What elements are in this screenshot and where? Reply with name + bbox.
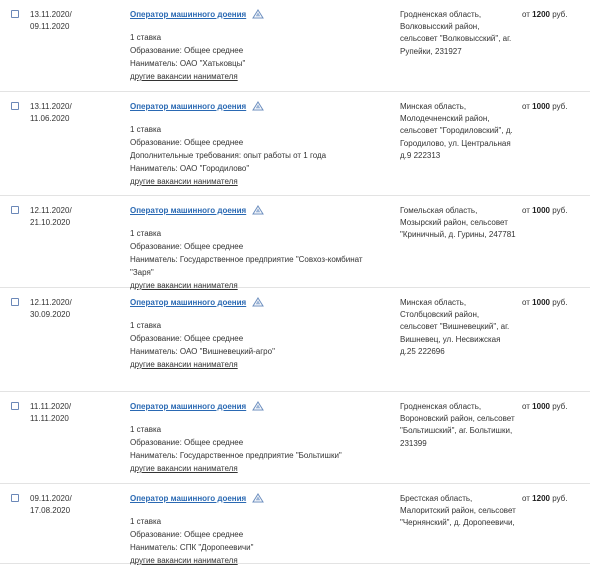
vacancy-details — [130, 423, 380, 462]
vacancy-info — [130, 297, 380, 371]
vacancy-checkbox[interactable] — [11, 402, 19, 410]
vacancy-detail-line: Образование: Общее среднее — [130, 438, 244, 447]
vacancy-title-link[interactable]: Оператор машинного доения — [130, 102, 247, 111]
salary-amount: 1000 — [532, 206, 550, 215]
date-updated: 30.09.2020 — [30, 310, 71, 319]
vacancy-detail-line: 1 ставка — [130, 517, 162, 526]
salary-prefix: от — [522, 494, 530, 503]
salary-suffix: руб. — [552, 298, 568, 307]
date-updated: 11.11.2020 — [30, 414, 69, 423]
vacancy-info — [130, 493, 380, 567]
recycle-triangle-icon[interactable] — [252, 101, 264, 111]
vacancy-detail-line: Наниматель: ОАО "Городилово" — [130, 164, 250, 173]
other-vacancies-link[interactable]: другие вакансии нанимателя — [130, 281, 238, 290]
salary-prefix: от — [522, 298, 530, 307]
vacancy-details — [130, 515, 380, 554]
salary-prefix: от — [522, 402, 530, 411]
date-updated: 09.11.2020 — [30, 22, 70, 31]
salary-amount: 1000 — [532, 298, 550, 307]
vacancy-checkbox[interactable] — [11, 298, 19, 306]
salary-suffix: руб. — [552, 494, 568, 503]
vacancy-checkbox[interactable] — [11, 206, 19, 214]
date-updated: 17.08.2020 — [30, 506, 71, 515]
other-vacancies-link[interactable]: другие вакансии нанимателя — [130, 464, 238, 473]
vacancy-dates — [30, 101, 72, 125]
recycle-triangle-icon[interactable] — [252, 205, 264, 215]
vacancy-detail-line: Дополнительные требования: опыт работы от 1 года — [130, 151, 327, 160]
vacancy-dates — [30, 297, 72, 321]
salary-suffix: руб. — [552, 102, 568, 111]
vacancy-checkbox[interactable] — [11, 10, 19, 18]
vacancy-detail-line: Образование: Общее среднее — [130, 138, 244, 147]
vacancy-checkbox[interactable] — [11, 102, 19, 110]
date-posted: 12.11.2020/ — [30, 206, 72, 215]
vacancy-detail-line: 1 ставка — [130, 425, 162, 434]
other-vacancies-link[interactable]: другие вакансии нанимателя — [130, 177, 238, 186]
vacancy-detail-line: Образование: Общее среднее — [130, 46, 244, 55]
vacancy-dates — [30, 493, 72, 517]
vacancy-detail-line: 1 ставка — [130, 321, 162, 330]
recycle-triangle-icon[interactable] — [252, 9, 264, 19]
vacancy-detail-line: Наниматель: ОАО "Вишневецкий-агро" — [130, 347, 275, 356]
date-posted: 09.11.2020/ — [30, 494, 72, 503]
other-vacancies-link[interactable]: другие вакансии нанимателя — [130, 556, 238, 565]
vacancy-detail-line: Образование: Общее среднее — [130, 530, 244, 539]
date-posted: 12.11.2020/ — [30, 298, 72, 307]
date-posted: 13.11.2020/ — [30, 102, 72, 111]
vacancy-detail-line: Образование: Общее среднее — [130, 334, 244, 343]
vacancy-details — [130, 227, 380, 279]
vacancy-detail-line: 1 ставка — [130, 125, 162, 134]
vacancy-salary — [522, 297, 588, 309]
salary-prefix: от — [522, 10, 530, 19]
vacancy-dates — [30, 205, 72, 229]
vacancy-row — [0, 92, 590, 196]
vacancy-title-link[interactable]: Оператор машинного доения — [130, 494, 247, 503]
vacancy-detail-line: 1 ставка — [130, 229, 162, 238]
vacancy-dates — [30, 9, 72, 33]
salary-prefix: от — [522, 102, 530, 111]
date-updated: 21.10.2020 — [30, 218, 71, 227]
vacancy-detail-line: 1 ставка — [130, 33, 162, 42]
salary-suffix: руб. — [552, 402, 568, 411]
salary-amount: 1000 — [532, 402, 550, 411]
salary-suffix: руб. — [552, 10, 568, 19]
salary-prefix: от — [522, 206, 530, 215]
salary-amount: 1200 — [532, 494, 550, 503]
vacancy-salary — [522, 493, 588, 505]
salary-amount: 1200 — [532, 10, 550, 19]
vacancy-dates — [30, 401, 71, 425]
vacancy-address: Минская область, Столбцовский район, сельсовет "Вишневецкий", аг. Вишневец, ул. Несвижская д.25 222696 — [400, 298, 510, 356]
other-vacancies-link[interactable]: другие вакансии нанимателя — [130, 72, 238, 81]
date-posted: 11.11.2020/ — [30, 402, 72, 411]
recycle-triangle-icon[interactable] — [252, 401, 264, 411]
salary-amount: 1000 — [532, 102, 550, 111]
vacancy-address: Гомельская область, Мозырский район, сельсовет "Криничный, д. Гурины, 247781 — [400, 206, 516, 240]
vacancy-title-link[interactable]: Оператор машинного доения — [130, 206, 247, 215]
vacancy-info — [130, 9, 380, 83]
vacancy-detail-line: Наниматель: ОАО "Хатьковцы" — [130, 59, 246, 68]
vacancy-salary — [522, 401, 588, 413]
vacancy-title-link[interactable]: Оператор машинного доения — [130, 402, 247, 411]
vacancy-title-link[interactable]: Оператор машинного доения — [130, 298, 247, 307]
vacancy-detail-line: Наниматель: Государственное предприятие "Совхоз-комбинат "Заря" — [130, 255, 363, 277]
vacancy-address: Брестская область, Малоритский район, сельсовет "Чернянский", д. Доропеевичи, — [400, 494, 516, 528]
vacancy-details — [130, 123, 380, 175]
date-updated: 11.06.2020 — [30, 114, 70, 123]
recycle-triangle-icon[interactable] — [252, 493, 264, 503]
vacancy-details — [130, 31, 380, 70]
vacancy-row — [0, 392, 590, 484]
vacancy-info — [130, 401, 380, 475]
vacancy-info — [130, 205, 380, 292]
vacancy-row — [0, 0, 590, 92]
vacancy-detail-line: Образование: Общее среднее — [130, 242, 244, 251]
salary-suffix: руб. — [552, 206, 568, 215]
vacancy-address: Гродненская область, Волковысский район, сельсовет "Волковысский", аг. Рупейки, 231927 — [400, 10, 512, 56]
vacancy-checkbox[interactable] — [11, 494, 19, 502]
vacancy-row — [0, 196, 590, 288]
vacancy-address: Гродненская область, Вороновский район, сельсовет "Больтишский", аг. Больтишки, 231399 — [400, 402, 515, 448]
vacancy-detail-line: Наниматель: Государственное предприятие "Больтишки" — [130, 451, 342, 460]
vacancy-info — [130, 101, 380, 188]
date-posted: 13.11.2020/ — [30, 10, 72, 19]
vacancy-row — [0, 288, 590, 392]
vacancy-salary — [522, 9, 588, 21]
vacancy-salary — [522, 205, 588, 217]
vacancy-details — [130, 319, 380, 358]
vacancy-salary — [522, 101, 588, 113]
vacancy-row — [0, 484, 590, 564]
other-vacancies-link[interactable]: другие вакансии нанимателя — [130, 360, 238, 369]
vacancy-address: Минская область, Молодечненский район, сельсовет "Городиловский", д. Городилово, ул. Центральная д.9 222313 — [400, 102, 513, 160]
vacancy-title-link[interactable]: Оператор машинного доения — [130, 10, 247, 19]
recycle-triangle-icon[interactable] — [252, 297, 264, 307]
vacancy-detail-line: Наниматель: СПК "Доропеевичи" — [130, 543, 254, 552]
